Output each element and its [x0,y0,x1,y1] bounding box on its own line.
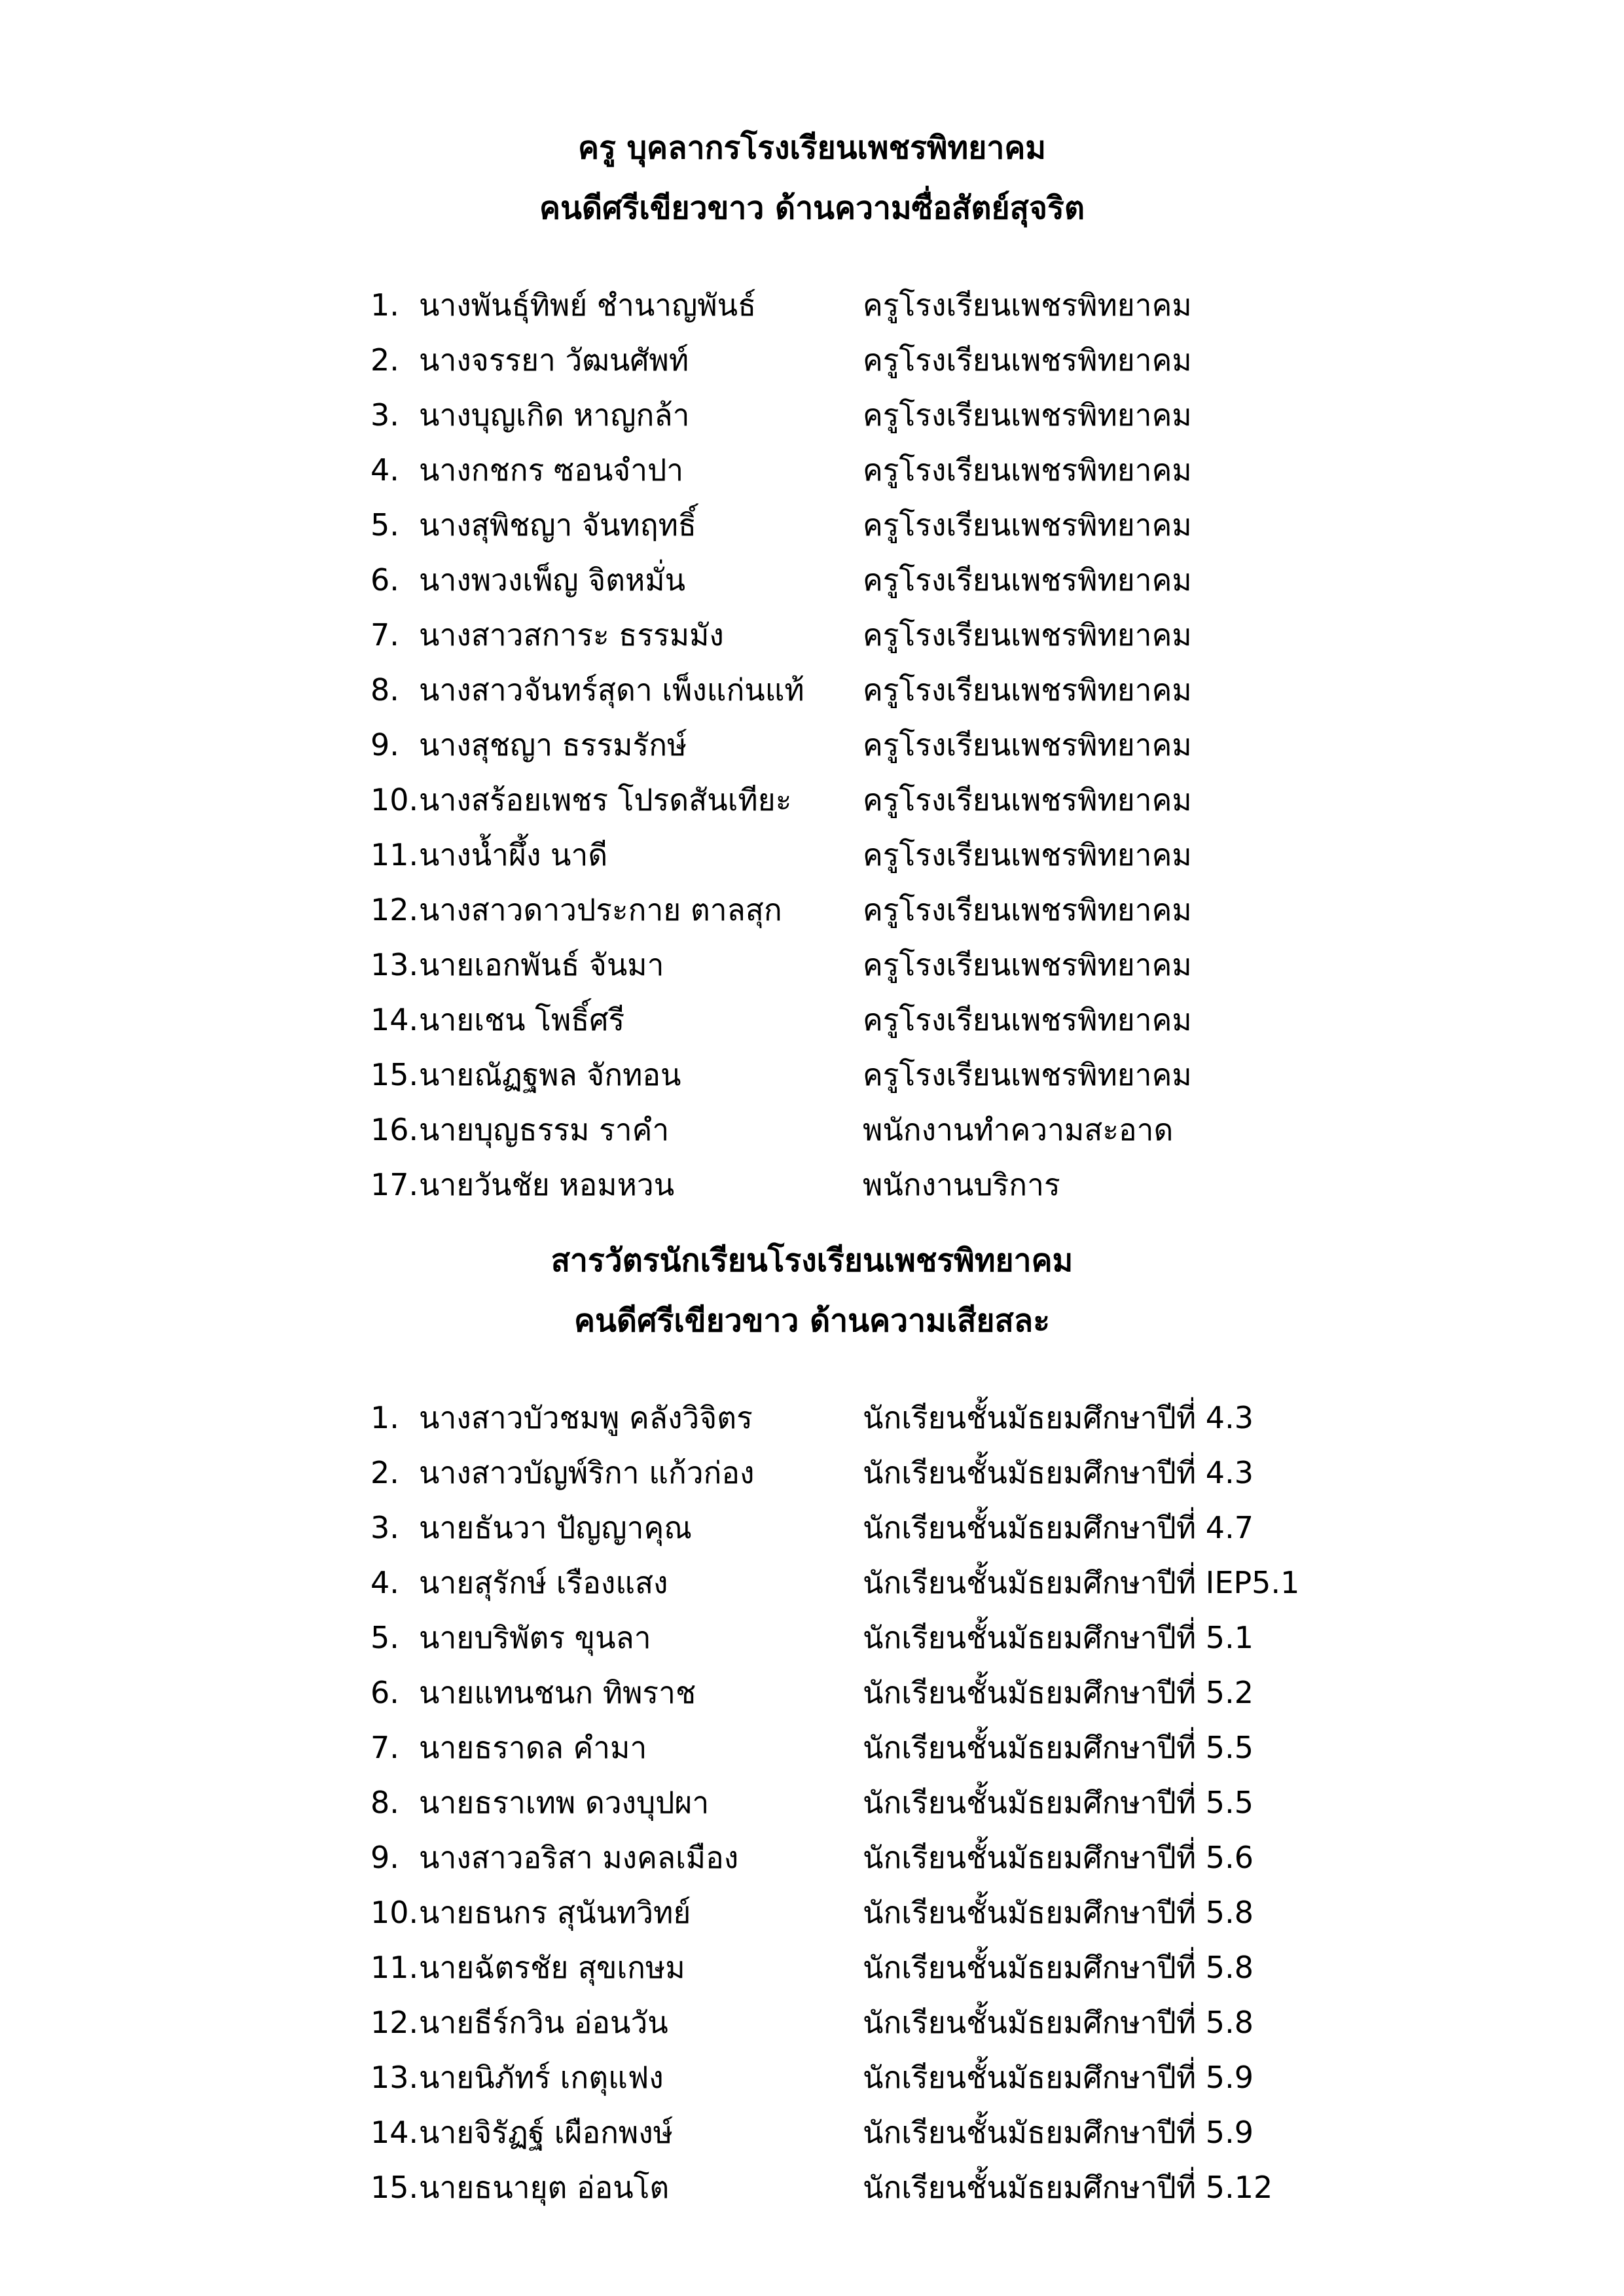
row-name: นายธนายุต อ่อนโต [419,2170,670,2205]
row-name: นางบุญเกิด หาญกล้า [419,397,690,433]
row-number: 4. [370,452,399,488]
row-number: 6. [370,562,399,598]
student-title-line2: คนดีศรีเขียวขาว ด้านความเสียสละ [574,1302,1050,1339]
row-number: 17. [370,1167,419,1202]
row-number: 5. [370,1620,399,1655]
student-row [0,1555,1624,1610]
student-row [0,1665,1624,1720]
row-name: นายเชน โพธิ์ศรี [419,1002,625,1037]
staff-row [0,772,1624,827]
row-number: 2. [370,342,399,378]
row-number: 9. [370,727,399,762]
row-role: นักเรียนชั้นมัธยมศึกษาปีที่ 5.8 [863,2005,1254,2040]
row-name: นายธราดล คำมา [419,1730,647,1765]
row-name: นางสาวสการะ ธรรมมัง [419,617,724,653]
row-role: นักเรียนชั้นมัธยมศึกษาปีที่ 5.1 [863,1620,1254,1655]
student-row [0,1610,1624,1665]
row-number: 8. [370,1785,399,1820]
row-role: ครูโรงเรียนเพชรพิทยาคม [863,397,1192,433]
staff-row [0,442,1624,497]
row-role: ครูโรงเรียนเพชรพิทยาคม [863,287,1192,323]
row-number: 3. [370,397,399,433]
row-role: นักเรียนชั้นมัธยมศึกษาปีที่ 5.9 [863,2060,1254,2095]
student-title-line1: สารวัตรนักเรียนโรงเรียนเพชรพิทยาคม [550,1242,1074,1279]
row-role: ครูโรงเรียนเพชรพิทยาคม [863,562,1192,598]
staff-row [0,662,1624,717]
row-role: นักเรียนชั้นมัธยมศึกษาปีที่ 5.8 [863,1895,1254,1930]
row-number: 12. [370,2005,419,2040]
row-number: 5. [370,507,399,543]
row-number: 13. [370,947,419,982]
row-name: นายธันวา ปัญญาคุณ [419,1510,692,1545]
staff-section [0,118,1624,1212]
student-row [0,1940,1624,1995]
row-name: นายณัฏฐพล จักทอน [419,1057,681,1092]
row-role: นักเรียนชั้นมัธยมศึกษาปีที่ 5.5 [863,1730,1254,1765]
row-number: 11. [370,1950,419,1985]
row-name: นางพวงเพ็ญ จิตหมั่น [419,562,686,598]
staff-title-line2: คนดีศรีเขียวขาว ด้านความซื่อสัตย์สุจริต [539,190,1085,226]
row-name: นางสาวอริสา มงคลเมือง [419,1840,739,1875]
staff-row [0,1102,1624,1157]
row-role: ครูโรงเรียนเพชรพิทยาคม [863,947,1192,982]
row-number: 14. [370,1002,419,1037]
staff-row [0,387,1624,442]
row-name: นายธราเทพ ดวงบุปผา [419,1785,710,1820]
staff-row [0,552,1624,607]
staff-row [0,278,1624,332]
student-row [0,1995,1624,2050]
staff-row [0,332,1624,387]
staff-title-line1: ครู บุคลากรโรงเรียนเพชรพิทยาคม [577,130,1047,166]
row-name: นายจิรัฏฐ์ เผือกพงษ์ [419,2115,674,2150]
row-number: 14. [370,2115,419,2150]
staff-list [0,278,1624,1212]
row-role: พนักงานทำความสะอาด [863,1112,1174,1147]
row-name: นายธนกร สุนันทวิทย์ [419,1895,691,1930]
student-section [0,1230,1624,2215]
row-number: 15. [370,1057,419,1092]
row-number: 8. [370,672,399,708]
student-list [0,1390,1624,2215]
row-name: นางจรรยา วัฒนศัพท์ [419,342,689,378]
row-number: 2. [370,1455,399,1490]
row-number: 10. [370,1895,419,1930]
row-number: 1. [370,287,399,323]
staff-row [0,1047,1624,1102]
student-row [0,1830,1624,1885]
row-number: 1. [370,1400,399,1435]
row-role: ครูโรงเรียนเพชรพิทยาคม [863,617,1192,653]
row-name: นายเอกพันธ์ จันมา [419,947,664,982]
row-number: 3. [370,1510,399,1545]
student-row [0,2160,1624,2215]
row-name: นายธีร์กวิน อ่อนวัน [419,2005,668,2040]
row-name: นางสาวบัญพ์ริกา แก้วก่อง [419,1455,755,1490]
row-name: นางสาวบัวชมพู คลังวิจิตร [419,1400,753,1435]
row-number: 10. [370,782,419,817]
student-row [0,1885,1624,1940]
row-name: นางสาวดาวประกาย ตาลสุก [419,892,782,927]
row-role: ครูโรงเรียนเพชรพิทยาคม [863,782,1192,817]
row-number: 15. [370,2170,419,2205]
row-role: ครูโรงเรียนเพชรพิทยาคม [863,672,1192,708]
row-name: นายบริพัตร ขุนลา [419,1620,651,1655]
row-name: นางพันธุ์ทิพย์ ชำนาญพันธ์ [419,287,757,323]
row-role: พนักงานบริการ [863,1167,1060,1202]
student-row [0,2105,1624,2160]
row-role: นักเรียนชั้นมัธยมศึกษาปีที่ 4.7 [863,1510,1254,1545]
row-role: นักเรียนชั้นมัธยมศึกษาปีที่ 5.9 [863,2115,1254,2150]
row-role: นักเรียนชั้นมัธยมศึกษาปีที่ 5.12 [863,2170,1273,2205]
row-name: นางสุพิชญา จันทฤทธิ์ [419,507,696,543]
row-role: นักเรียนชั้นมัธยมศึกษาปีที่ 5.8 [863,1950,1254,1985]
row-number: 12. [370,892,419,927]
row-name: นายฉัตรชัย สุขเกษม [419,1950,685,1985]
student-row [0,2050,1624,2105]
row-role: นักเรียนชั้นมัธยมศึกษาปีที่ IEP5.1 [863,1565,1300,1600]
row-name: นางน้ำผึ้ง นาดี [419,837,608,872]
staff-row [0,827,1624,882]
row-name: นายวันชัย หอมหวน [419,1167,675,1202]
row-role: ครูโรงเรียนเพชรพิทยาคม [863,1002,1192,1037]
row-number: 16. [370,1112,419,1147]
staff-row [0,607,1624,662]
student-row [0,1500,1624,1555]
row-name: นายแทนชนก ทิพราช [419,1675,696,1710]
row-role: ครูโรงเรียนเพชรพิทยาคม [863,452,1192,488]
row-name: นางสาวจันทร์สุดา เพ็งแก่นแท้ [419,672,804,708]
row-number: 9. [370,1840,399,1875]
row-number: 4. [370,1565,399,1600]
row-number: 7. [370,617,399,653]
student-row [0,1720,1624,1775]
row-role: ครูโรงเรียนเพชรพิทยาคม [863,837,1192,872]
staff-row [0,717,1624,772]
row-name: นายสุรักษ์ เรืองแสง [419,1565,668,1600]
row-role: นักเรียนชั้นมัธยมศึกษาปีที่ 5.2 [863,1675,1254,1710]
staff-row [0,882,1624,937]
student-row [0,1775,1624,1830]
staff-row [0,992,1624,1047]
row-number: 11. [370,837,419,872]
row-name: นายนิภัทร์ เกตุแฟง [419,2060,664,2095]
staff-row [0,497,1624,552]
row-role: ครูโรงเรียนเพชรพิทยาคม [863,342,1192,378]
row-number: 6. [370,1675,399,1710]
row-role: ครูโรงเรียนเพชรพิทยาคม [863,727,1192,762]
row-role: นักเรียนชั้นมัธยมศึกษาปีที่ 4.3 [863,1455,1254,1490]
student-row [0,1445,1624,1500]
row-name: นางสุชญา ธรรมรักษ์ [419,727,687,762]
row-name: นางสร้อยเพชร โปรดสันเทียะ [419,782,792,817]
row-role: นักเรียนชั้นมัธยมศึกษาปีที่ 5.6 [863,1840,1254,1875]
student-row [0,1390,1624,1445]
row-name: นางกชกร ซอนจำปา [419,452,684,488]
staff-row [0,937,1624,992]
row-role: ครูโรงเรียนเพชรพิทยาคม [863,507,1192,543]
row-role: ครูโรงเรียนเพชรพิทยาคม [863,1057,1192,1092]
row-name: นายบุญธรรม ราคำ [419,1112,670,1147]
staff-row [0,1157,1624,1212]
row-role: ครูโรงเรียนเพชรพิทยาคม [863,892,1192,927]
row-number: 13. [370,2060,419,2095]
row-number: 7. [370,1730,399,1765]
row-role: นักเรียนชั้นมัธยมศึกษาปีที่ 5.5 [863,1785,1254,1820]
row-role: นักเรียนชั้นมัธยมศึกษาปีที่ 4.3 [863,1400,1254,1435]
